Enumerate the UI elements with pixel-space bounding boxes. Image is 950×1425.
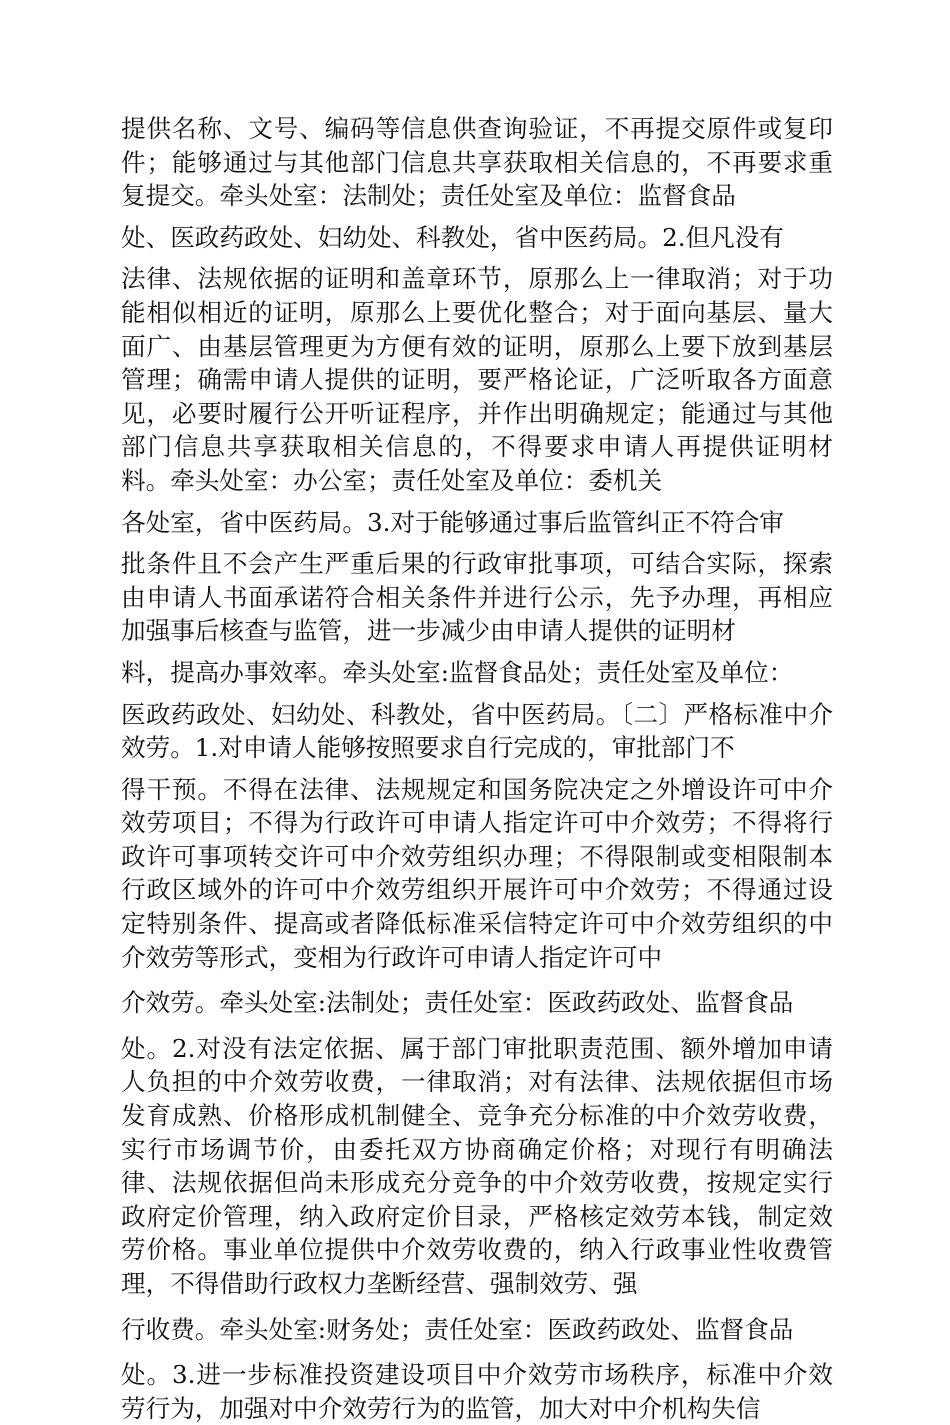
paragraph: 料，提高办事效率。牵头处室:监督食品处；责任处室及单位： bbox=[121, 657, 794, 687]
document-body bbox=[121, 112, 833, 1425]
paragraph: 各处室，省中医药局。3.对于能够通过事后监管纠正不符合审 bbox=[121, 507, 784, 537]
paragraph: 处、医政药政处、妇幼处、科教处，省中医药局。2.但凡没有 bbox=[121, 222, 784, 252]
paragraph: 处。2.对没有法定依据、属于部门审批职责范围、额外增加申请人负担的中介效劳收费，一律取消；对有法律、法规依据但市场发育成熟、价格形成机制健全、竞争充分标准的中介效劳收费，实行市场调节价，由委托双方协商确定价格；对现行有明确法律、法规依据但尚未形成充分竞争的中介效劳收费，按规定实行政府定价管理，纳入政府定价目录，严格核定效劳本钱，制定效劳价格。事业单位提供中介效劳收费的，纳入行政事业性收费管理，不得借助行政权力垄断经营、强制效劳、强 bbox=[121, 1033, 833, 1298]
paragraph: 批条件且不会产生严重后果的行政审批事项，可结合实际，探索由申请人书面承诺符合相关条件并进行公示，先予办理，再相应加强事后核查与监管，进一步减少由申请人提供的证明材 bbox=[121, 549, 833, 646]
paragraph: 介效劳。牵头处室:法制处；责任处室：医政药政处、监督食品 bbox=[121, 988, 794, 1018]
paragraph: 处。3.进一步标准投资建设项目中介效劳市场秩序，标准中介效劳行为，加强对中介效劳行为的监管，加大对中介机构失信 bbox=[121, 1360, 833, 1423]
paragraph: 得干预。不得在法律、法规规定和国务院决定之外增设许可中介效劳项目；不得为行政许可申请人指定许可中介效劳；不得将行政许可事项转交许可中介效劳组织办理；不得限制或变相限制本行政区域外的许可中介效劳组织开展许可中介效劳；不得通过设定特别条件、提高或者降低标准采信特定许可中介效劳组织的中介效劳等形式，变相为行政许可申请人指定许可中 bbox=[121, 774, 833, 972]
paragraph: 行收费。牵头处室:财务处；责任处室：医政药政处、监督食品 bbox=[121, 1314, 794, 1344]
paragraph: 法律、法规依据的证明和盖章环节，原那么上一律取消；对于功能相似相近的证明，原那么上要优化整合；对于面向基层、量大面广、由基层管理更为方便有效的证明，原那么上要下放到基层管理；确需申请人提供的证明，要严格论证，广泛听取各方面意见，必要时履行公开听证程序，并作出明确规定；能通过与其他部门信息共享获取相关信息的，不得要求申请人再提供证明材料。牵头处室：办公室；责任处室及单位：委机关 bbox=[121, 264, 833, 495]
paragraph: 提供名称、文号、编码等信息供查询验证，不再提交原件或复印件；能够通过与其他部门信息共享获取相关信息的，不再要求重复提交。牵头处室：法制处；责任处室及单位：监督食品 bbox=[121, 114, 833, 211]
paragraph: 医政药政处、妇幼处、科教处，省中医药局。〔二〕严格标准中介效劳。1.对申请人能够按照要求自行完成的，审批部门不 bbox=[121, 699, 833, 763]
